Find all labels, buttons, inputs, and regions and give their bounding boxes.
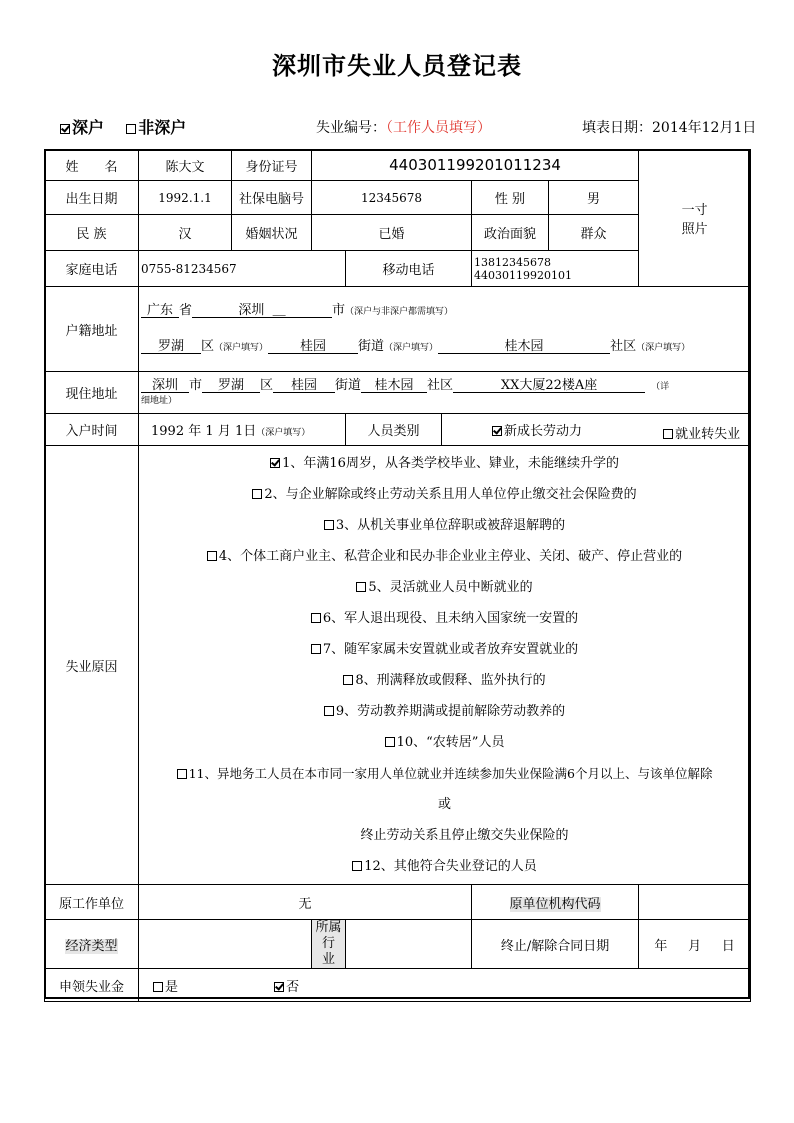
current-street-suffix: 街道 [335, 378, 362, 393]
hukou-sz-label: 深户 [72, 118, 105, 137]
benefit-no-checkbox[interactable] [274, 982, 284, 992]
econ-type-value[interactable] [139, 920, 312, 969]
unemployment-number-label: 失业编号： [316, 120, 386, 136]
reason-item-12[interactable]: 12、其他符合失业登记的人员 [141, 851, 748, 882]
reason-7-checkbox[interactable] [311, 644, 321, 654]
name-value[interactable]: 陈大文 [139, 150, 232, 181]
org-code-label: 原单位机构代码 [472, 885, 639, 920]
political-value[interactable]: 群众 [549, 215, 639, 251]
reason-item-3[interactable]: 3、从机关事业单位辞职或被辞退解聘的 [141, 510, 748, 541]
hukou-non-sz-checkbox[interactable] [126, 124, 136, 134]
reason-12-checkbox[interactable] [352, 861, 362, 871]
benefit-no-label: 否 [286, 979, 300, 995]
current-note-2: 细地址） [141, 396, 178, 406]
reason-item-11-cont-1: 或 [438, 797, 452, 812]
hukou-city-suffix: 市 [332, 303, 346, 318]
political-label: 政治面貌 [472, 215, 549, 251]
entry-day: 1 [234, 424, 244, 439]
reason-1-checkbox[interactable] [270, 458, 280, 468]
type-new-checkbox[interactable] [492, 426, 502, 436]
benefit-yes-label: 是 [165, 979, 179, 995]
entry-time-label: 入户时间 [45, 414, 139, 446]
entry-year: 1992 [151, 424, 185, 439]
ethnic-value[interactable]: 汉 [139, 215, 232, 251]
mobile-label: 移动电话 [346, 251, 472, 287]
benefit-yes-checkbox[interactable] [153, 982, 163, 992]
social-label: 社保电脑号 [232, 181, 312, 215]
reason-item-2[interactable]: 2、与企业解除或终止劳动关系且用人单位停止缴交社会保险费的 [141, 479, 748, 510]
unemployment-reason-label: 失业原因 [45, 446, 139, 885]
hukou-street-note: （深户填写） [384, 343, 439, 353]
reason-item-10[interactable]: 10、“农转居”人员 [141, 727, 748, 758]
gender-label: 性 别 [472, 181, 549, 215]
industry-value[interactable] [346, 920, 472, 969]
entry-month: 1 [205, 424, 214, 439]
entry-month-label: 月 [217, 424, 231, 439]
fill-date-label: 填表日期： [582, 120, 652, 136]
reason-4-checkbox[interactable] [207, 551, 217, 561]
unemployment-number [316, 117, 491, 137]
reason-5-checkbox[interactable] [356, 582, 366, 592]
reason-item-7[interactable]: 7、随军家属未安置就业或者放弃安置就业的 [141, 634, 748, 665]
registration-form-table [44, 149, 751, 1002]
hukou-community-note: （深户填写） [636, 343, 691, 353]
hukou-province: 广东 [141, 304, 179, 318]
gender-value[interactable]: 男 [549, 181, 639, 215]
type-new-label: 新成长劳动力 [504, 424, 583, 439]
reason-8-checkbox[interactable] [343, 675, 353, 685]
hukou-type-group [60, 115, 186, 138]
id-value[interactable]: 440301199201011234 [312, 150, 639, 181]
reason-6-checkbox[interactable] [311, 613, 321, 623]
industry-label: 所属行 业 [312, 920, 346, 969]
current-city: 深圳 [141, 379, 189, 393]
hukou-address-label: 户籍地址 [45, 287, 139, 372]
hukou-community-suffix: 社区 [610, 339, 637, 354]
hukou-street-suffix: 街道 [358, 339, 385, 354]
hukou-address-value[interactable] [139, 287, 751, 372]
type-transfer-label: 就业转失业 [675, 427, 741, 442]
mobile-value[interactable]: 13812345678 44030119920101 [472, 251, 639, 287]
hukou-province-suffix: 省 [179, 303, 193, 318]
hukou-community: 桂木园 [438, 340, 610, 354]
benefit-label: 申领失业金 [45, 969, 139, 1002]
fill-date-value: 2014年12月1日 [652, 120, 757, 136]
reason-item-11-cont-2: 终止劳动关系且停止缴交失业保险的 [360, 828, 569, 843]
birth-label: 出生日期 [45, 181, 139, 215]
hukou-district-suffix: 区 [201, 339, 215, 354]
current-detail: XX大厦22楼A座 [453, 379, 645, 393]
entry-note: （深户填写） [256, 428, 311, 438]
current-city-suffix: 市 [189, 378, 203, 393]
reason-item-5[interactable]: 5、灵活就业人员中断就业的 [141, 572, 748, 603]
current-community: 桂木园 [361, 379, 427, 393]
type-transfer-checkbox[interactable] [663, 429, 673, 439]
econ-type-label: 经济类型 [45, 920, 139, 969]
prev-employer-label: 原工作单位 [45, 885, 139, 920]
reason-item-4[interactable]: 4、个体工商户业主、私营企业和民办非企业业主停业、关闭、破产、停止营业的 [141, 541, 748, 572]
unemployment-number-value: （工作人员填写） [386, 120, 491, 136]
marital-label: 婚姻状况 [232, 215, 312, 251]
social-value[interactable]: 12345678 [312, 181, 472, 215]
entry-day-label: 日 [243, 424, 257, 439]
hukou-district-note: （深户填写） [214, 343, 269, 353]
reason-3-checkbox[interactable] [324, 520, 334, 530]
benefit-options [139, 969, 751, 1002]
hukou-non-sz-label: 非深户 [138, 118, 187, 137]
hukou-district: 罗湖 [141, 340, 201, 354]
photo-label-2: 照片 [681, 222, 708, 237]
page-title: 深圳市失业人员登记表 [272, 51, 522, 80]
reason-10-checkbox[interactable] [385, 737, 395, 747]
id-label: 身份证号 [232, 150, 312, 181]
reason-11-checkbox[interactable] [177, 769, 187, 779]
birth-value[interactable]: 1992.1.1 [139, 181, 232, 215]
photo-label-1: 一寸 [681, 203, 708, 218]
entry-time-value[interactable] [139, 414, 346, 446]
entry-year-label: 年 [188, 424, 202, 439]
prev-employer-value[interactable]: 无 [139, 885, 472, 920]
unemployment-reason-list [139, 446, 751, 885]
reason-item-6[interactable]: 6、军人退出现役、且未纳入国家统一安置的 [141, 603, 748, 634]
current-note-1: （详 [651, 382, 670, 392]
reason-item-8[interactable]: 8、刑满释放或假释、监外执行的 [141, 665, 748, 696]
marital-value[interactable]: 已婚 [312, 215, 472, 251]
person-type-label: 人员类别 [346, 414, 442, 446]
reason-item-11[interactable]: 11、异地务工人员在本市同一家用人单位就业并连续参加失业保险满6个月以上、与该单位解除 [141, 758, 748, 789]
person-type-value [442, 414, 751, 446]
hukou-street: 桂园 [268, 340, 358, 354]
current-district: 罗湖 [202, 379, 260, 393]
reason-2-checkbox[interactable] [252, 489, 262, 499]
current-address-value[interactable] [139, 372, 751, 414]
name-label: 姓 名 [45, 150, 139, 181]
reason-item-9[interactable]: 9、劳动教养期满或提前解除劳动教养的 [141, 696, 748, 727]
hukou-line1-note: （深户与非深户都需填写） [345, 307, 454, 317]
ethnic-label: 民 族 [45, 215, 139, 251]
current-address-label: 现住地址 [45, 372, 139, 414]
current-street: 桂园 [273, 379, 335, 393]
fill-date [582, 117, 756, 137]
current-community-suffix: 社区 [427, 378, 454, 393]
org-code-value[interactable] [639, 885, 751, 920]
home-phone-label: 家庭电话 [45, 251, 139, 287]
end-date-label: 终止/解除合同日期 [472, 920, 639, 969]
hukou-sz-checkbox[interactable] [60, 124, 70, 134]
end-date-value[interactable]: 年 月 日 [639, 920, 751, 969]
current-district-suffix: 区 [260, 378, 274, 393]
reason-9-checkbox[interactable] [324, 706, 334, 716]
photo-box [639, 150, 751, 287]
reason-item-1[interactable]: 1、年满16周岁，从各类学校毕业、肄业，未能继续升学的 [141, 448, 748, 479]
home-phone-value[interactable]: 0755-81234567 [139, 251, 346, 287]
hukou-city: 深圳 ＿ [192, 304, 332, 318]
